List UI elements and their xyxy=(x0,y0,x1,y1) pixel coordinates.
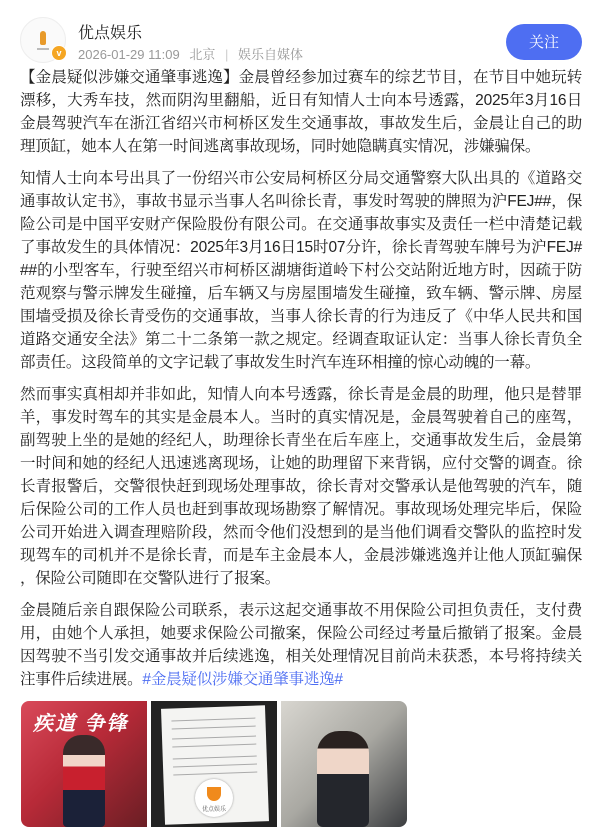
paragraph: 知情人士向本号出具了一份绍兴市公安局柯桥区分局交通警察大队出具的《道路交通事故认定书》，事故书显示当事人名叫徐长青，事发时驾驶的牌照为沪FEJ##，保险公司是中国平安财产保险股份有限公司。在交通事故事实及责任一栏中清楚记载了事故发生的具体情况：2025年3月16日15时07分许，徐长青驾驶车牌号为沪FEJ###的小型客车，行驶至绍兴市柯桥区湖塘街道岭下村公交站附近地方时，因疏于防范观察与警示牌发生碰撞，后车辆又与房屋围墙发生碰撞，致车辆、警示牌、房屋围墙受损及徐长青受伤的交通事故，当事人徐长青的行为违反了《中华人民共和国道路交通安全法》第二十二条第一款之规定。经调查取证认定：当事人徐长青负全部责任。这段简单的文字记载了事故发生时汽车连环相撞的惊心动魄的一幕。 xyxy=(20,170,582,371)
hashtag-link[interactable]: #金晨疑似涉嫌交通肇事逃逸# xyxy=(142,671,343,688)
post-body xyxy=(20,66,582,691)
account-name[interactable]: 优点娱乐 xyxy=(78,25,143,42)
person-figure xyxy=(63,735,105,827)
post-timestamp: 2026-01-29 11:09 xyxy=(78,47,180,62)
doc-line xyxy=(172,736,256,740)
verified-badge-icon: v xyxy=(51,45,67,61)
watermark-icon xyxy=(207,787,221,801)
logo-caption xyxy=(37,48,49,50)
meta-separator: | xyxy=(224,47,229,62)
paragraph xyxy=(20,599,582,691)
account-type: 娱乐自媒体 xyxy=(237,47,303,62)
doc-line xyxy=(172,744,256,748)
post-main xyxy=(20,66,582,827)
doc-line xyxy=(171,718,255,722)
paragraph: 然而事实真相却并非如此，知情人向本号透露，徐长青是金晨的助理，他只是替罪羊，事发时驾车的其实是金晨本人。当时的真实情况是，金晨驾驶着自己的座驾，副驾驶上坐的是她的经纪人，助理徐长青坐在后车座上，交通事故发生后，金晨第一时间和她的经纪人迅速逃离现场，让她的助理留下来背锅，应付交警的调查。徐长青报警后，交警很快赶到现场处理事故，徐长青对交警承认是他驾驶的汽车，随后保险公司的工作人员也赶到事故现场勘察了解情况。事故现场处理完毕后，保险公司开始进入调查理赔阶段，然而令他们没想到的是当他们调看交警队的监控时发现驾车的司机并不是徐长青，而是车主金晨本人，金晨涉嫌逃逸并让他人顶缸骗保，保险公司随即在交警队进行了报案。 xyxy=(20,386,582,587)
image-accident-document[interactable] xyxy=(151,701,277,827)
paragraph-text: 金晨随后亲自跟保险公司联系，表示这起交通事故不用保险公司担负责任，支付费用，由她个人承担，她要求保险公司撤案，保险公司经过考量后撤销了报案。金晨因驾驶不当引发交通事故并后续逃逸，相关处理情况目前尚未获悉，本号将持续关注事件后续进展。 xyxy=(20,602,582,688)
follow-button[interactable]: 关注 xyxy=(506,24,582,60)
person-figure xyxy=(317,731,369,827)
watermark-text: 优点娱乐 xyxy=(201,807,226,813)
image-racing-poster[interactable] xyxy=(21,701,147,827)
brand-logo-icon xyxy=(40,31,46,45)
doc-line xyxy=(173,756,257,760)
watermark-logo xyxy=(195,779,233,817)
poster-title: 疾道 争锋 xyxy=(33,713,129,735)
paragraph: 【金晨疑似涉嫌交通肇事逃逸】金晨曾经参加过赛车的综艺节目，在节目中她玩转漂移，大秀车技，然而阴沟里翻船，近日有知情人士向本号透露，2025年3月16日金晨驾驶汽车在浙江省绍兴市柯桥区发生交通事故，事故发生后，金晨让自己的助理顶缸，她本人在第一时间逃离事故现场，同时她隐瞒真实情况，涉嫌骗保。 xyxy=(20,69,582,155)
doc-line xyxy=(173,764,257,768)
post-location: 北京 xyxy=(189,47,216,62)
image-driving-selfie[interactable] xyxy=(281,701,407,827)
doc-line xyxy=(172,726,256,730)
post-meta xyxy=(78,44,303,63)
image-gallery xyxy=(21,701,582,827)
